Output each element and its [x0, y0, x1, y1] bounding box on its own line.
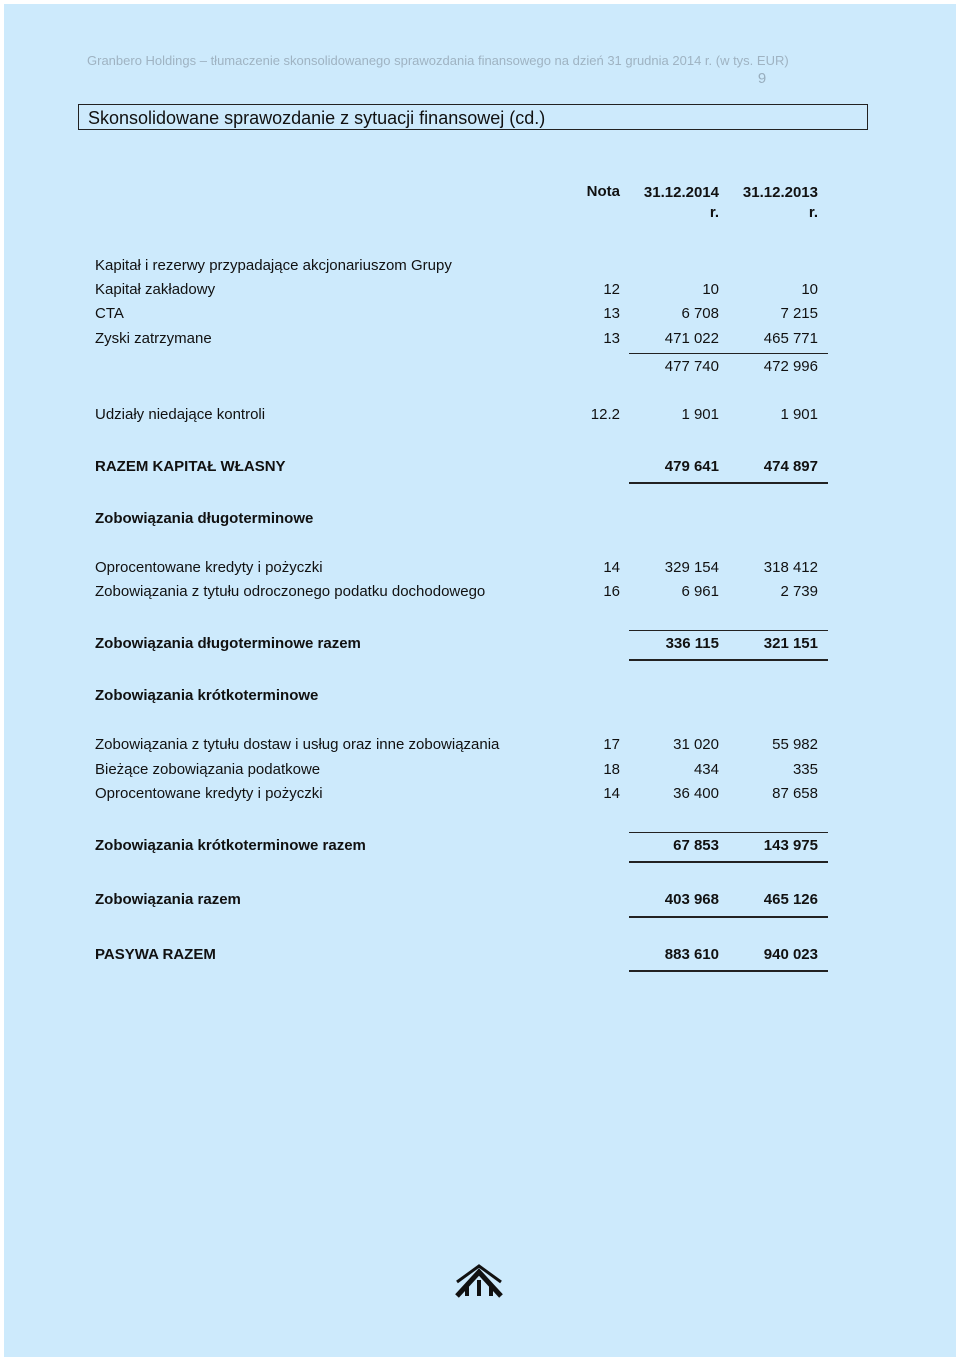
total-rule	[629, 659, 828, 661]
total-rule	[629, 861, 828, 863]
row-value-2014: 6 708	[681, 305, 719, 322]
total-row	[0, 635, 960, 655]
row-value-2013: 335	[792, 761, 818, 778]
row-note: 14	[603, 785, 620, 802]
row-note: 17	[603, 736, 620, 753]
row-value-2014: 471 022	[664, 330, 719, 347]
total-row	[0, 837, 960, 857]
row-value-2013: 87 658	[772, 785, 818, 802]
running-header: Granbero Holdings – tłumaczenie skonsolidowanego sprawozdania finansowego na dzień 31 grudnia 2014 r. (w tys. EUR)	[87, 53, 789, 68]
table-row	[0, 583, 960, 603]
row-label: CTA	[95, 305, 124, 322]
row-value-2014: 479 641	[664, 458, 719, 475]
col-header-2013-suffix: r.	[808, 204, 818, 221]
row-value-2014: 36 400	[673, 785, 719, 802]
subtotal-row	[0, 358, 960, 378]
row-note: 14	[603, 559, 620, 576]
row-value-2013: 472 996	[763, 358, 818, 375]
subtotal-rule	[629, 630, 828, 631]
row-label: RAZEM KAPITAŁ WŁASNY	[95, 458, 286, 475]
row-value-2014: 883 610	[664, 946, 719, 963]
row-value-2014: 434	[693, 761, 719, 778]
table-row	[0, 736, 960, 756]
row-label: Kapitał i rezerwy przypadające akcjonariuszom Grupy	[95, 257, 452, 274]
table-row	[0, 559, 960, 579]
row-label: Kapitał zakładowy	[95, 281, 216, 298]
section-heading-equity	[0, 257, 960, 277]
col-header-2014	[619, 183, 719, 223]
row-value-2013: 465 126	[763, 891, 818, 908]
row-label: Zobowiązania razem	[95, 891, 241, 908]
row-value-2014: 336 115	[665, 635, 719, 652]
row-label: Zobowiązania długoterminowe razem	[95, 635, 361, 652]
row-value-2013: 10	[801, 281, 818, 298]
total-rule	[629, 970, 828, 972]
col-header-2014-suffix: r.	[709, 204, 719, 221]
table-row	[0, 281, 960, 301]
row-value-2014: 31 020	[673, 736, 719, 753]
row-value-2014: 403 968	[664, 891, 719, 908]
col-header-2013-date: 31.12.2013	[742, 184, 818, 201]
total-row	[0, 891, 960, 911]
row-label: Zobowiązania długoterminowe	[95, 510, 314, 527]
row-value-2014: 67 853	[673, 837, 719, 854]
row-value-2013: 318 412	[763, 559, 818, 576]
row-label: Bieżące zobowiązania podatkowe	[95, 761, 321, 778]
statement-title-box	[78, 104, 868, 130]
row-label: Zobowiązania z tytułu dostaw i usług oraz inne zobowiązania	[95, 736, 500, 753]
row-note: 13	[603, 330, 620, 347]
row-label: Zyski zatrzymane	[95, 330, 212, 347]
row-note: 16	[603, 583, 620, 600]
row-label: PASYWA RAZEM	[95, 946, 216, 963]
subtotal-rule	[629, 353, 828, 354]
row-label: Oprocentowane kredyty i pożyczki	[95, 785, 323, 802]
col-header-2013	[718, 183, 818, 223]
row-note: 13	[603, 305, 620, 322]
section-heading-long-term	[0, 510, 960, 530]
row-value-2013: 55 982	[772, 736, 818, 753]
subtotal-rule	[629, 832, 828, 833]
row-note: 18	[603, 761, 620, 778]
total-row	[0, 458, 960, 478]
row-value-2013: 143 975	[763, 837, 818, 854]
row-note: 12.2	[590, 406, 620, 423]
table-row	[0, 761, 960, 781]
row-note: 12	[603, 281, 620, 298]
row-value-2014: 6 961	[681, 583, 719, 600]
table-row	[0, 330, 960, 350]
table-row	[0, 305, 960, 325]
row-label: Zobowiązania z tytułu odroczonego podatku dochodowego	[95, 583, 486, 600]
page-number: 9	[757, 70, 767, 87]
total-rule	[629, 916, 828, 918]
granbero-logo-icon	[455, 1264, 503, 1298]
table-row	[0, 785, 960, 805]
section-heading-short-term	[0, 687, 960, 707]
row-value-2014: 477 740	[664, 358, 719, 375]
row-value-2014: 10	[702, 281, 719, 298]
row-label: Udziały niedające kontroli	[95, 406, 266, 423]
row-value-2013: 321 151	[763, 635, 818, 652]
grand-total-row	[0, 946, 960, 966]
row-value-2013: 7 215	[780, 305, 818, 322]
row-value-2014: 1 901	[681, 406, 719, 423]
row-label: Oprocentowane kredyty i pożyczki	[95, 559, 323, 576]
row-value-2014: 329 154	[664, 559, 719, 576]
statement-title: Skonsolidowane sprawozdanie z sytuacji finansowej (cd.)	[88, 108, 546, 128]
row-label: Zobowiązania krótkoterminowe	[95, 687, 319, 704]
row-value-2013: 465 771	[763, 330, 818, 347]
row-label: Zobowiązania krótkoterminowe razem	[95, 837, 366, 854]
total-rule	[629, 482, 828, 484]
row-value-2013: 474 897	[763, 458, 818, 475]
table-row	[0, 406, 960, 426]
row-value-2013: 2 739	[780, 583, 818, 600]
row-value-2013: 940 023	[763, 946, 818, 963]
col-header-note: Nota	[586, 183, 620, 200]
col-header-2014-date: 31.12.2014	[643, 184, 719, 201]
row-value-2013: 1 901	[780, 406, 818, 423]
